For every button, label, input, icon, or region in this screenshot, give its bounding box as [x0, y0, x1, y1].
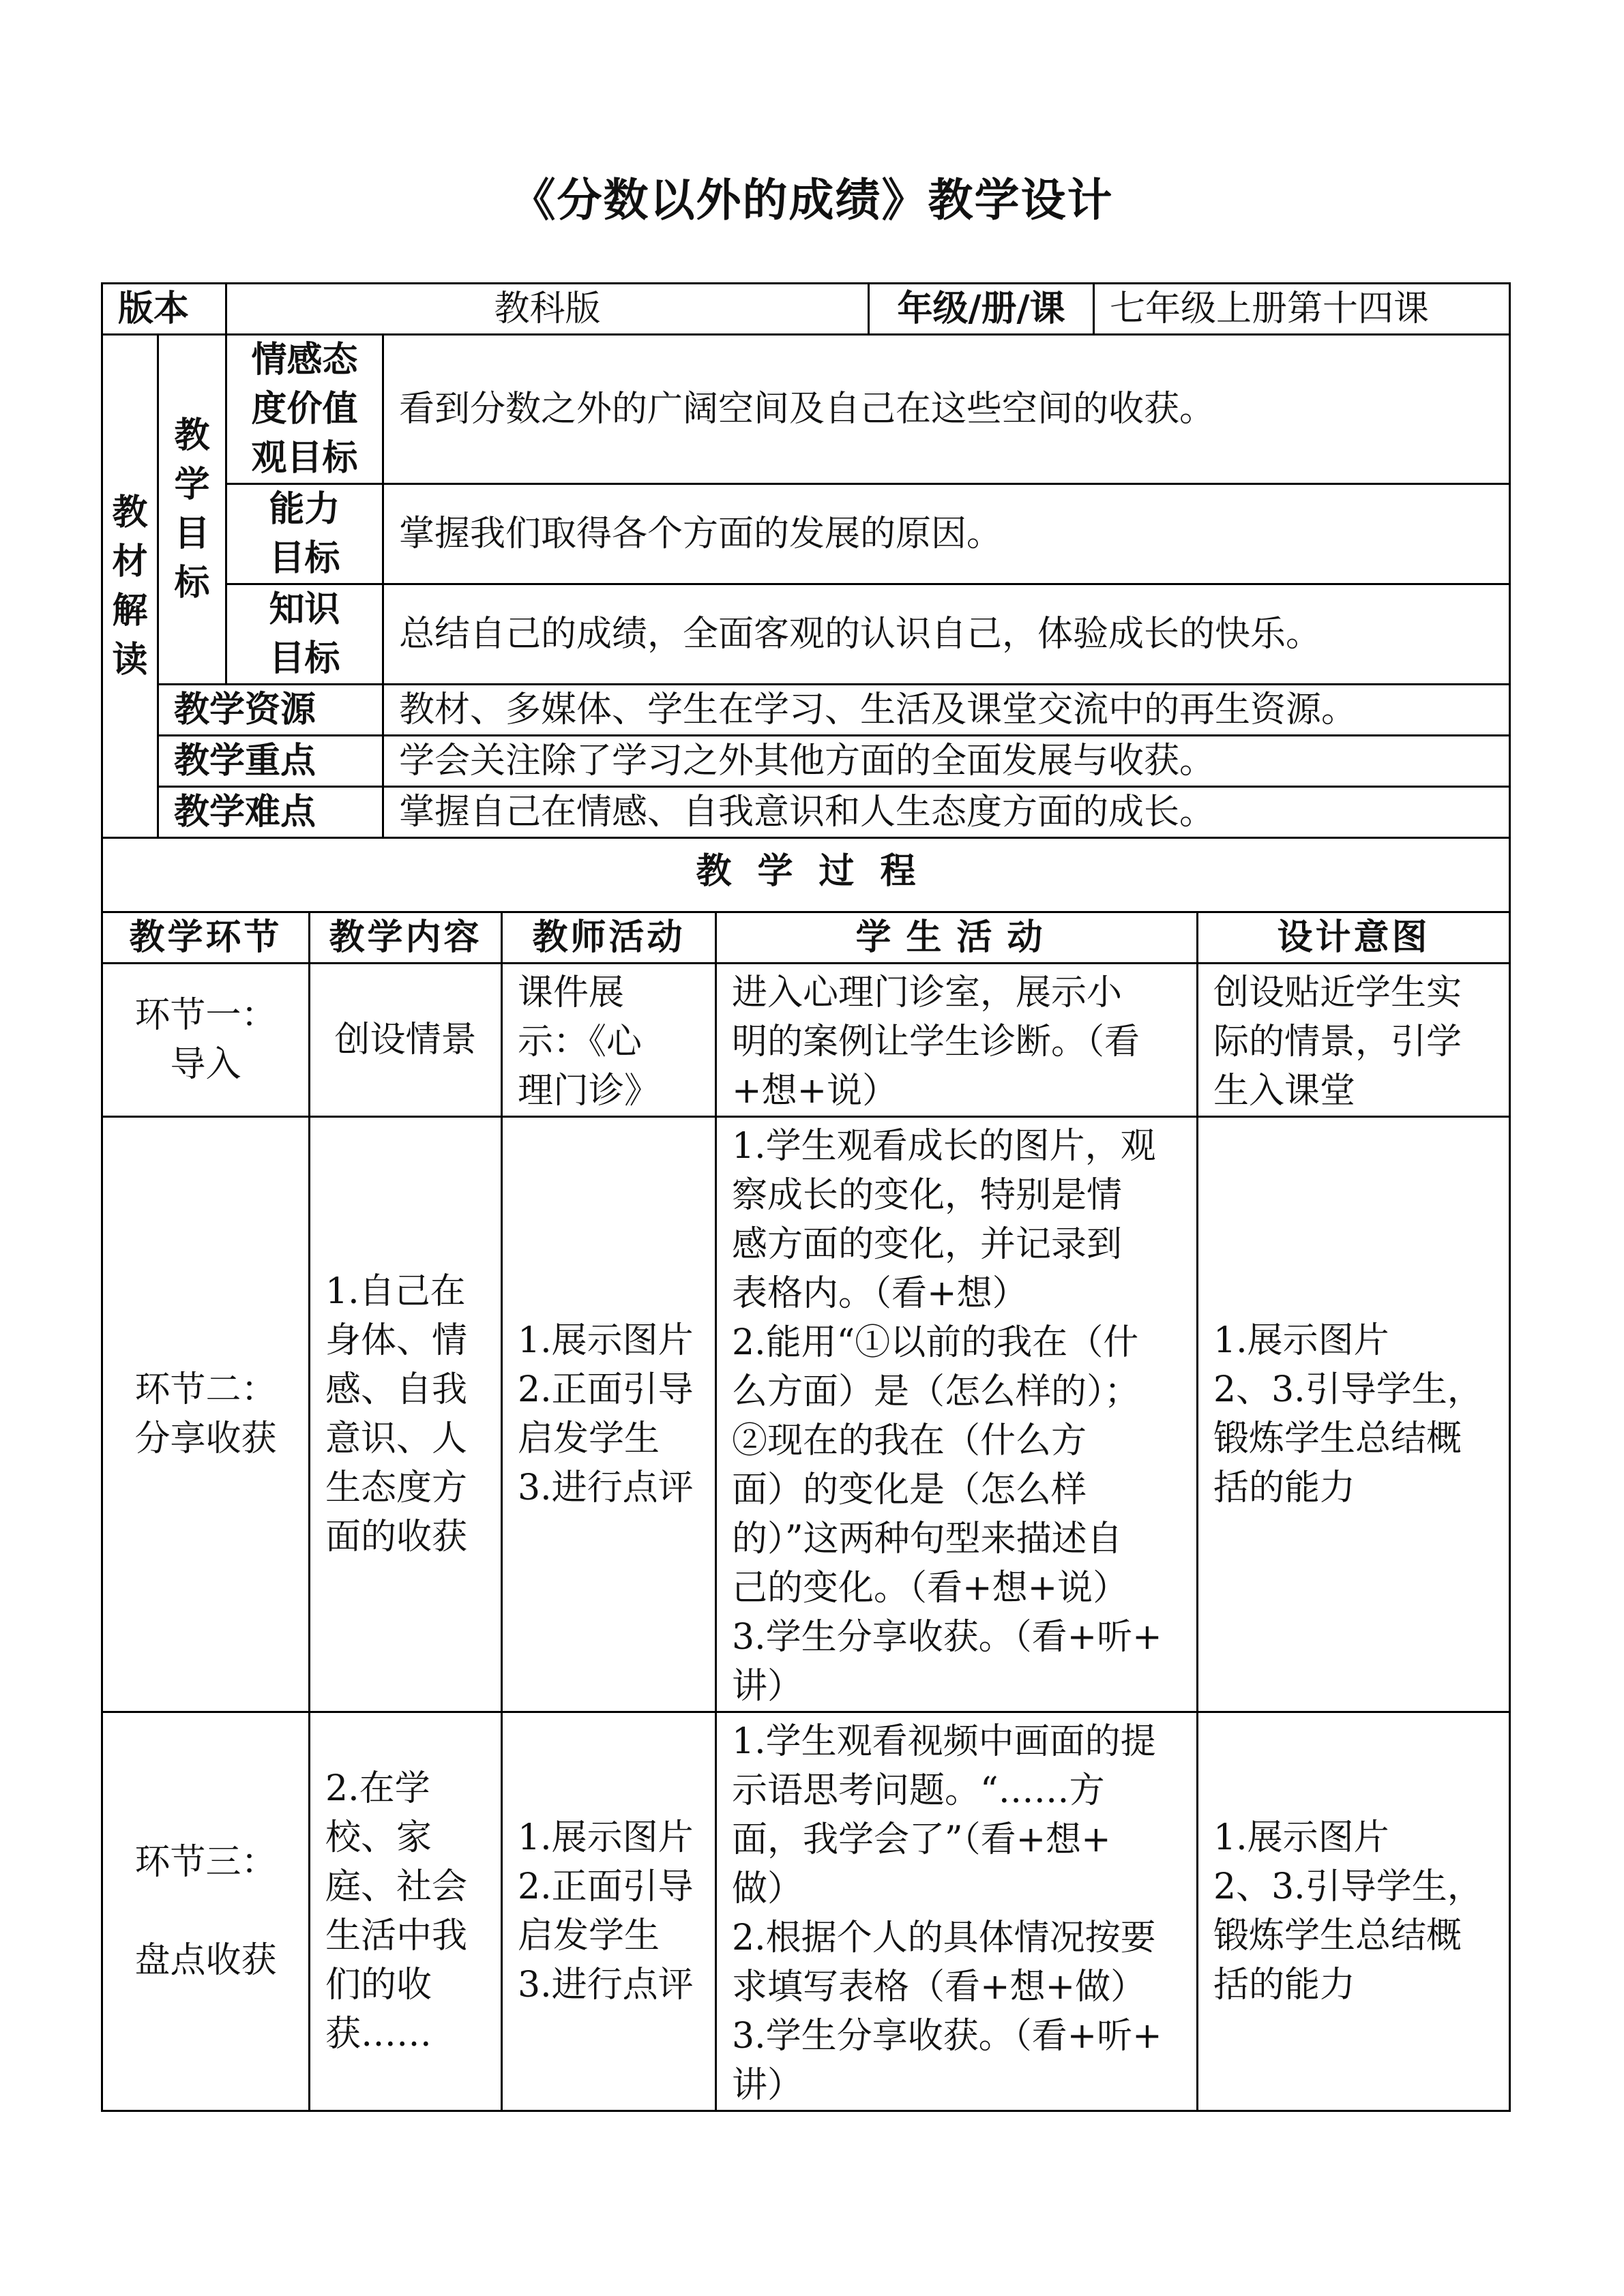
content-cell	[310, 1116, 502, 1712]
label-char: 读	[112, 638, 148, 681]
cell-line: 做）	[732, 1868, 803, 1909]
cell-line: 们的收	[325, 1964, 432, 2006]
content-cell	[310, 963, 502, 1116]
goal-label-line: 目标	[269, 638, 340, 679]
difficulty-row	[102, 787, 1510, 838]
process-row	[102, 963, 1510, 1116]
cell-line: 创设情景	[334, 1019, 477, 1060]
goal-label-line: 目标	[269, 537, 340, 579]
cell-line: 讲）	[732, 1665, 803, 1707]
cell-line: 环节一：	[134, 994, 277, 1036]
cell-line: +想+说）	[732, 1070, 898, 1112]
goal-label-text	[230, 485, 379, 583]
cell-line: 括的能力	[1213, 1467, 1356, 1508]
cell-line: 锻炼学生总结概	[1213, 1915, 1462, 1956]
label-char: 教	[112, 491, 148, 533]
cell-line: 感方面的变化，并记录到	[732, 1223, 1123, 1265]
cell-line: 明的案例让学生诊断。（看	[732, 1021, 1140, 1062]
cell-line: 进入心理门诊室，展示小	[732, 972, 1123, 1013]
goal-text: 看到分数之外的广阔空间及自己在这些空间的收获。	[383, 335, 1510, 484]
goal-label	[226, 484, 383, 584]
label-char: 教	[174, 415, 210, 456]
cell-line: 1.展示图片	[1213, 1320, 1389, 1361]
cell-line: 示语思考问题。“……方	[732, 1770, 1105, 1811]
cell-line: 庭、社会	[325, 1866, 468, 1907]
cell-line: 1.展示图片	[518, 1817, 694, 1858]
version-label: 版本	[102, 284, 226, 335]
cell-line: 括的能力	[1213, 1964, 1356, 2006]
content-cell	[310, 1712, 502, 2111]
label-char: 解	[112, 589, 148, 631]
cell-line: 启发学生	[518, 1418, 660, 1459]
resources-row	[102, 685, 1510, 736]
process-row	[102, 1712, 1510, 2111]
stage-cell	[102, 963, 310, 1116]
cell-line: 2.正面引导	[518, 1369, 694, 1410]
process-heading-row	[102, 832, 1510, 912]
goal-label-line: 知识	[269, 588, 340, 630]
cell-line: 3.进行点评	[518, 1467, 694, 1508]
teacher-cell	[502, 1712, 716, 2111]
focus-row	[102, 736, 1510, 787]
cell-line: 2.能用“①以前的我在（什	[732, 1322, 1139, 1363]
goal-label-line: 情感态	[251, 339, 358, 381]
goal-row	[102, 335, 1510, 484]
goal-text: 掌握我们取得各个方面的发展的原因。	[383, 484, 1510, 584]
goal-row	[102, 484, 1510, 584]
cell-line: 面）的变化是（怎么样	[732, 1469, 1087, 1510]
student-cell	[716, 1116, 1198, 1712]
goal-label	[226, 584, 383, 685]
student-cell	[716, 1712, 1198, 2111]
cell-line: 生活中我	[325, 1915, 468, 1956]
cell-line: 启发学生	[518, 1915, 660, 1956]
resources-text: 教材、多媒体、学生在学习、生活及课堂交流中的再生资源。	[383, 685, 1510, 736]
cell-line	[118, 1887, 293, 1936]
cell-line: 讲）	[732, 2064, 803, 2106]
intent-cell	[1198, 1116, 1510, 1712]
goal-label-line: 能力	[269, 488, 340, 530]
goal-label-line: 度价值	[251, 388, 358, 430]
label-char: 学	[174, 464, 210, 505]
cell-line: 锻炼学生总结概	[1213, 1418, 1462, 1459]
cell-line: 理门诊》	[518, 1070, 660, 1112]
label-char: 标	[174, 562, 210, 603]
column-header-content: 教学内容	[310, 912, 502, 963]
cell-line: 3.学生分享收获。（看+听+	[732, 1616, 1162, 1658]
cell-line: 1.学生观看视频中画面的提	[732, 1720, 1156, 1762]
cell-line: 环节二：	[134, 1369, 277, 1410]
cell-line: 察成长的变化，特别是情	[732, 1174, 1123, 1216]
resources-label: 教学资源	[158, 685, 383, 736]
cell-line: 面，我学会了”（看+想+	[732, 1819, 1111, 1860]
difficulty-label: 教学难点	[158, 787, 383, 838]
column-header-teacher: 教师活动	[502, 912, 716, 963]
cell-line: 1.展示图片	[518, 1320, 694, 1361]
cell-line: 2、3.引导学生，	[1213, 1369, 1483, 1410]
material-section-label	[102, 335, 158, 838]
cell-line: 校、家	[325, 1817, 432, 1858]
label-char: 材	[112, 540, 148, 582]
cell-line: 么方面）是（怎么样的）；	[732, 1371, 1140, 1412]
process-columns-row	[102, 912, 1510, 963]
cell-line: 导入	[170, 1043, 241, 1085]
info-table	[101, 282, 1511, 839]
cell-line: 1.学生观看成长的图片，观	[732, 1125, 1156, 1167]
cell-line: 求填写表格（看+想+做）	[732, 1966, 1147, 2008]
cell-line: ②现在的我在（什么方	[732, 1420, 1087, 1461]
cell-line: 创设贴近学生实	[1213, 972, 1462, 1013]
goal-label	[226, 335, 383, 484]
cell-line: 的）”这两种句型来描述自	[732, 1518, 1123, 1560]
cell-line: 盘点收获	[134, 1939, 277, 1981]
goal-label-text	[230, 585, 379, 683]
cell-line: 2.根据个人的具体情况按要	[732, 1917, 1156, 1958]
cell-line: 感、自我	[325, 1369, 468, 1410]
column-header-stage: 教学环节	[102, 912, 310, 963]
process-table	[101, 832, 1511, 2112]
stage-cell	[102, 1712, 310, 2111]
cell-line: 面的收获	[325, 1516, 468, 1557]
goals-label	[158, 335, 226, 685]
cell-line: 示：《心	[518, 1021, 643, 1062]
label-char: 目	[174, 513, 210, 554]
grade-label: 年级/册/课	[869, 284, 1094, 335]
focus-label: 教学重点	[158, 736, 383, 787]
cell-line: 意识、人	[325, 1418, 468, 1459]
material-label-chars	[103, 488, 157, 685]
cell-line: 3.学生分享收获。（看+听+	[732, 2015, 1162, 2057]
cell-line: 1.展示图片	[1213, 1817, 1389, 1858]
focus-text: 学会关注除了学习之外其他方面的全面发展与收获。	[383, 736, 1510, 787]
difficulty-text: 掌握自己在情感、自我意识和人生态度方面的成长。	[383, 787, 1510, 838]
grade-value: 七年级上册第十四课	[1094, 284, 1510, 335]
goal-text: 总结自己的成绩，全面客观的认识自己，体验成长的快乐。	[383, 584, 1510, 685]
version-value: 教科版	[226, 284, 869, 335]
goal-label-line: 观目标	[251, 437, 358, 479]
intent-cell	[1198, 963, 1510, 1116]
process-row	[102, 1116, 1510, 1712]
cell-line: 己的变化。（看+想+说）	[732, 1567, 1129, 1609]
version-row	[102, 284, 1510, 335]
teacher-cell	[502, 963, 716, 1116]
cell-line: 表格内。（看+想）	[732, 1272, 1028, 1314]
cell-line: 分享收获	[134, 1418, 277, 1459]
goal-label-text	[230, 336, 379, 483]
cell-line: 2.在学	[325, 1768, 430, 1809]
goal-row	[102, 584, 1510, 685]
process-heading: 教学过程	[102, 832, 1510, 912]
cell-line: 生态度方	[325, 1467, 468, 1508]
cell-line: 2、3.引导学生，	[1213, 1866, 1483, 1907]
cell-line: 生入课堂	[1213, 1070, 1356, 1112]
cell-line: 环节三：	[134, 1841, 277, 1883]
cell-line: 获……	[325, 2013, 432, 2055]
cell-line: 课件展	[518, 972, 625, 1013]
column-header-student: 学生活动	[716, 912, 1198, 963]
intent-cell	[1198, 1712, 1510, 2111]
stage-cell	[102, 1116, 310, 1712]
column-header-intent: 设计意图	[1198, 912, 1510, 963]
cell-line: 际的情景，引学	[1213, 1021, 1462, 1062]
teacher-cell	[502, 1116, 716, 1712]
cell-line: 2.正面引导	[518, 1866, 694, 1907]
goals-label-chars	[159, 411, 225, 608]
cell-line: 1.自己在	[325, 1270, 466, 1312]
cell-line: 3.进行点评	[518, 1964, 694, 2006]
document-title: 《分数以外的成绩》教学设计	[510, 173, 1114, 226]
student-cell	[716, 963, 1198, 1116]
cell-line: 身体、情	[325, 1320, 468, 1361]
